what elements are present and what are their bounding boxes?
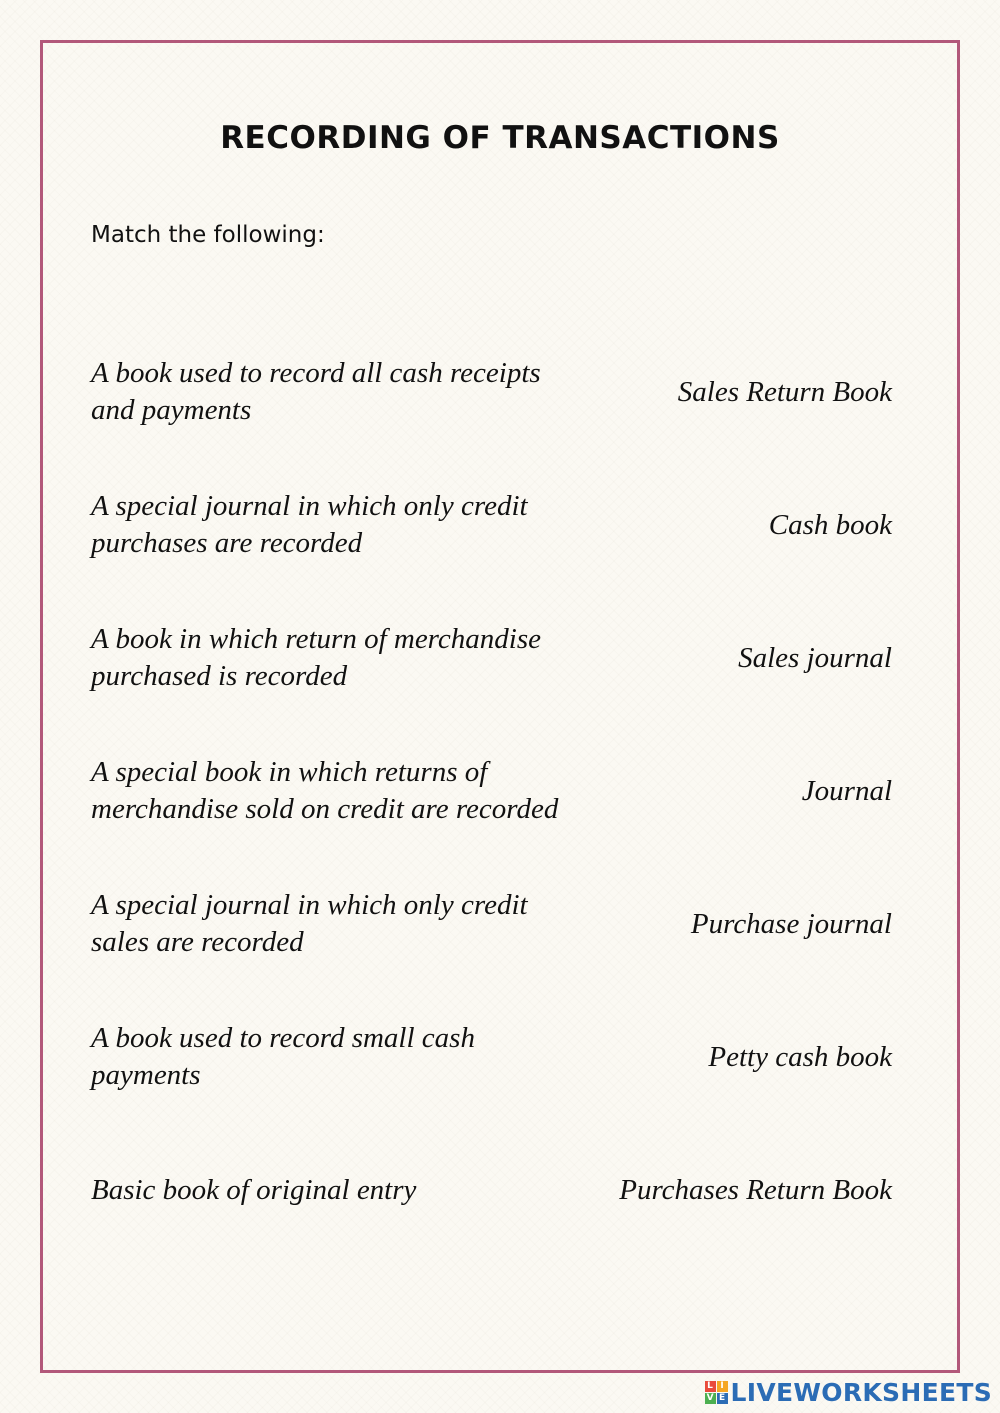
term-item[interactable]: Purchase journal <box>690 908 892 940</box>
logo-letter: E <box>717 1393 728 1404</box>
description-item[interactable]: A special journal in which only credit sales are recorded <box>91 889 528 958</box>
description-item[interactable]: Basic book of original entry <box>91 1174 417 1206</box>
term-item[interactable]: Sales Return Book <box>677 376 892 408</box>
liveworksheets-logo-icon <box>705 1381 728 1404</box>
logo-letter: L <box>705 1381 716 1392</box>
instruction-text: Match the following: <box>91 222 325 248</box>
term-item[interactable]: Cash book <box>768 509 892 541</box>
liveworksheets-brand[interactable] <box>705 1378 992 1407</box>
description-item[interactable]: A special book in which returns of merchandise sold on credit are recorded <box>91 756 559 825</box>
description-item[interactable]: A book used to record small cash payments <box>91 1022 475 1091</box>
term-item[interactable]: Purchases Return Book <box>619 1174 892 1206</box>
description-item[interactable]: A book used to record all cash receipts and payments <box>91 357 541 426</box>
logo-letter: V <box>705 1393 716 1404</box>
logo-letter: I <box>717 1381 728 1392</box>
term-item[interactable]: Petty cash book <box>708 1041 892 1073</box>
description-item[interactable]: A special journal in which only credit purchases are recorded <box>91 490 528 559</box>
term-item[interactable]: Sales journal <box>738 642 892 674</box>
description-item[interactable]: A book in which return of merchandise purchased is recorded <box>91 623 541 692</box>
term-item[interactable]: Journal <box>801 775 892 807</box>
worksheet-title: RECORDING OF TRANSACTIONS <box>220 120 780 156</box>
liveworksheets-wordmark: LIVEWORKSHEETS <box>730 1378 992 1407</box>
